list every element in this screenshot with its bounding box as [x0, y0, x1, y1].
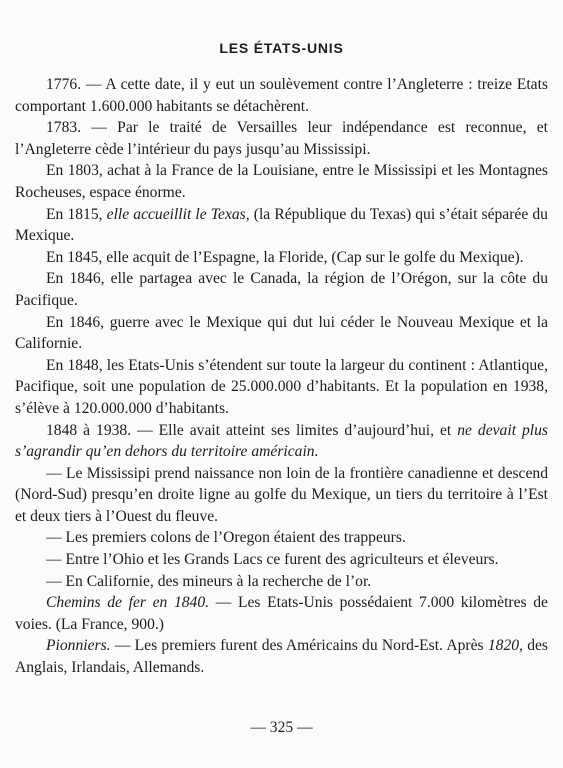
text-segment: 1848 à 1938. — Elle avait atteint ses limites d’aujourd’hui, et [46, 421, 458, 439]
paragraph [15, 204, 548, 247]
text-segment: En 1846, elle partagea avec le Canada, la région de l’Orégon, sur la côte du Pacifique. [15, 270, 548, 309]
paragraph [15, 635, 548, 678]
italic-segment: Pionniers. [46, 637, 111, 655]
italic-segment: elle accueillit le Texas, [106, 205, 250, 223]
paragraph [15, 592, 548, 635]
paragraph [15, 355, 548, 420]
text-segment: (la République du Texas) qui s’était séparée du Mexique. [15, 205, 548, 245]
paragraph [15, 312, 548, 355]
text-segment: — Le Mississipi prend naissance non loin de la frontière canadienne et descend (Nord-Sud) presqu’en droite ligne au golfe du Mexique, un tiers du territoire à l’Est et deux tiers à l’Ouest du fleuve. [15, 464, 548, 525]
text-segment: En 1803, achat à la France de la Louisiane, entre le Mississipi et les Montagnes Rocheuses, espace énorme. [15, 162, 548, 201]
paragraph [15, 527, 548, 549]
paragraph [15, 117, 548, 160]
text-segment: — Les Etats-Unis possédaient 7.000 kilomètres de voies. (La France, 900.) [15, 594, 548, 633]
page-number: — 325 — [250, 719, 313, 736]
paragraph [15, 74, 548, 117]
italic-segment: Chemins de fer en 1840. [46, 594, 210, 612]
text-segment: En 1845, elle acquit de l’Espagne, la Floride, (Cap sur le golfe du Mexique). [46, 248, 524, 266]
text-segment: 1783. — Par le traité de Versailles leur indépendance est reconnue, et l’Angleterre cède l’intérieur du pays jusqu’au Mississipi. [15, 119, 548, 158]
text-segment: — Les premiers furent des Américains du Nord-Est. Après [110, 637, 488, 655]
text-segment: En 1848, les Etats-Unis s’étendent sur toute la largeur du continent : Atlantique, Pacifique, soit une population de 25.000.000 d’habitants. Et la population en 1938, s’élève à 120.000.000 d’habitants. [15, 356, 548, 417]
paragraph [15, 420, 548, 463]
paragraph [15, 463, 548, 528]
text-body [15, 74, 548, 679]
italic-segment: ne devait plus s’agrandir qu’en dehors du territoire américain. [15, 421, 548, 461]
paragraph [15, 160, 548, 203]
italic-segment: 1820, [487, 637, 523, 655]
text-segment: En 1846, guerre avec le Mexique qui dut lui céder le Nouveau Mexique et la Californie. [15, 313, 548, 353]
text-segment: En 1815, [46, 205, 107, 223]
text-segment: des Anglais, Irlandais, Allemands. [15, 637, 548, 677]
paragraph [15, 247, 548, 269]
text-segment: — Entre l’Ohio et les Grands Lacs ce furent des agriculteurs et éleveurs. [46, 551, 499, 569]
paragraph [15, 268, 548, 311]
text-segment: 1776. — A cette date, il y eut un soulèvement contre l’Angleterre : treize Etats comportant 1.600.000 habitants se détachèrent. [15, 76, 548, 115]
text-segment: — Les premiers colons de l’Oregon étaient des trappeurs. [46, 529, 406, 547]
paragraph [15, 571, 548, 593]
paragraph [15, 549, 548, 571]
text-segment: — En Californie, des mineurs à la recherche de l’or. [46, 572, 372, 590]
page-title: LES ÉTATS-UNIS [219, 40, 344, 56]
